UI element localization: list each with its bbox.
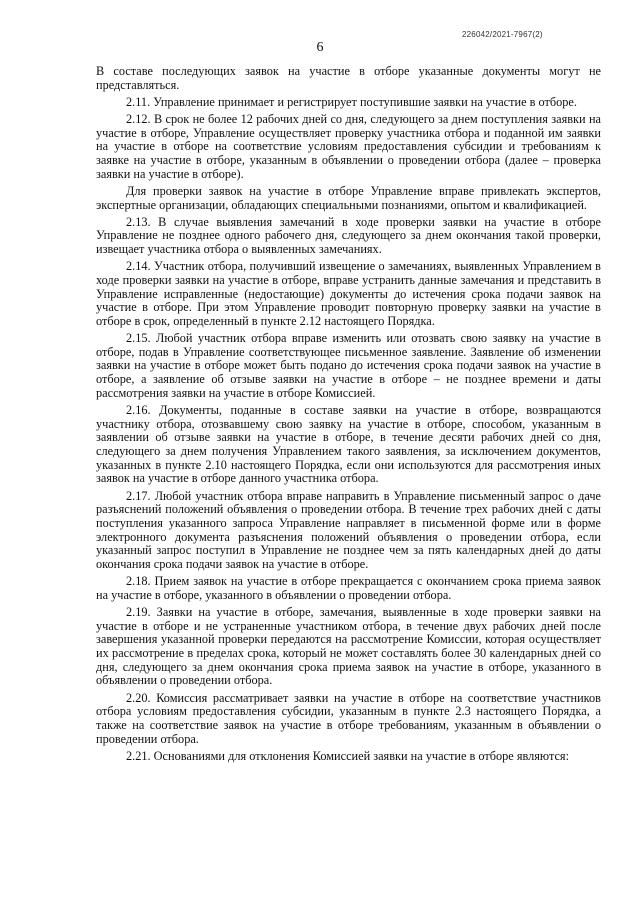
paragraph-2-18: 2.18. Прием заявок на участие в отборе прекращается с окончанием срока приема заявок на участие в отборе, указанного в объявлении о проведении отбора. bbox=[96, 574, 601, 602]
paragraph: В составе последующих заявок на участие в отборе указанные документы могут не представляться. bbox=[96, 64, 601, 92]
page-number: 6 bbox=[316, 40, 324, 55]
paragraph-2-21: 2.21. Основаниями для отклонения Комиссией заявки на участие в отборе являются: bbox=[126, 748, 569, 763]
paragraph-2-20: 2.20. Комиссия рассматривает заявки на участие в отборе на соответствие участников отбора условиям предоставления субсидии, указанным в пункте 2.3 настоящего Порядка, а также на соответствие заявок на участие в отборе требованиям, указанным в объявлении о проведении отбора. bbox=[96, 690, 601, 746]
paragraph-2-19: 2.19. Заявки на участие в отборе, замечания, выявленные в ходе проверки заявки на участие в отборе и не устраненные участником отбора, в течение двух рабочих дней после завершения указанной проверки передаются на рассмотрение Комиссии, которая осуществляет их рассмотрение в пределах срока, который не может составлять более 30 календарных дней со дня, следующего за днем окончания срока приема заявок на участие в отборе, указанного в объявлении о проведении отбора. bbox=[96, 604, 601, 688]
paragraph-2-14: 2.14. Участник отбора, получивший извещение о замечаниях, выявленных Управлением в ходе проверки заявки на участие в отборе, вправе устранить данные замечания и представить в Управление исправленные (недостающие) документы до истечения срока подачи заявок на участие в отборе. При этом Управление проводит повторную проверку заявки на участие в отборе в срок, определенный в пункте 2.12 настоящего Порядка. bbox=[96, 259, 601, 328]
document-id: 226042/2021-7967(2) bbox=[462, 30, 543, 39]
paragraph-2-12: 2.12. В срок не более 12 рабочих дней со дня, следующего за днем поступления заявки на участие в отборе, Управление осуществляет проверку участника отбора и поданной им заявки на участие в отборе на соответствие условиям предоставления субсидии и требованиям к заявке на участие в отборе, указанным в объявлении о проведении отбора (далее – проверка заявки на участие в отборе). bbox=[96, 111, 601, 181]
paragraph: Для проверки заявок на участие в отборе Управление вправе привлекать экспертов, экспертные организации, обладающих специальными познаниями, опытом и квалификацией. bbox=[96, 183, 601, 212]
paragraph-2-17: 2.17. Любой участник отбора вправе направить в Управление письменный запрос о даче разъяснений положений объявления о проведении отбора. В течение трех рабочих дней с даты поступления указанного запроса Управление направляет в письменной форме или в форме электронного документа разъяснения положений объявления о проведении отбора, если указанный запрос поступил в Управление не позднее чем за пять календарных дней до даты окончания срока подачи заявок на участие в отборе. bbox=[96, 488, 601, 572]
document-body bbox=[96, 65, 601, 767]
paragraph-2-13: 2.13. В случае выявления замечаний в ходе проверки заявки на участие в отборе Управление не позднее одного рабочего дня, следующего за днем окончания такой проверки, извещает участника отбора о выявленных замечаниях. bbox=[96, 214, 601, 256]
paragraph-2-11: 2.11. Управление принимает и регистрирует поступившие заявки на участие в отборе. bbox=[126, 94, 577, 109]
paragraph-2-15: 2.15. Любой участник отбора вправе изменить или отозвать свою заявку на участие в отборе, подав в Управление соответствующее письменное заявление. Заявление об изменении заявки на участие в отборе может быть подано до истечения срока подачи заявок на участие в отборе, а заявление об отзыве заявки на участие в отборе – не позднее времени и даты рассмотрения заявки на участие в отборе Комиссией. bbox=[96, 331, 601, 400]
paragraph-2-16: 2.16. Документы, поданные в составе заявки на участие в отборе, возвращаются участнику отбора, отозвавшему свою заявку на участие в отборе, способом, указанным в заявлении об отзыве заявки на участие в отборе, в течение десяти рабочих дней со дня, следующего за днем получения Управлением такого заявления, за исключением документов, указанных в пункте 2.10 настоящего Порядка, если они используются для рассмотрения иных заявок на участие в отборе данного участника отбора. bbox=[96, 402, 601, 486]
